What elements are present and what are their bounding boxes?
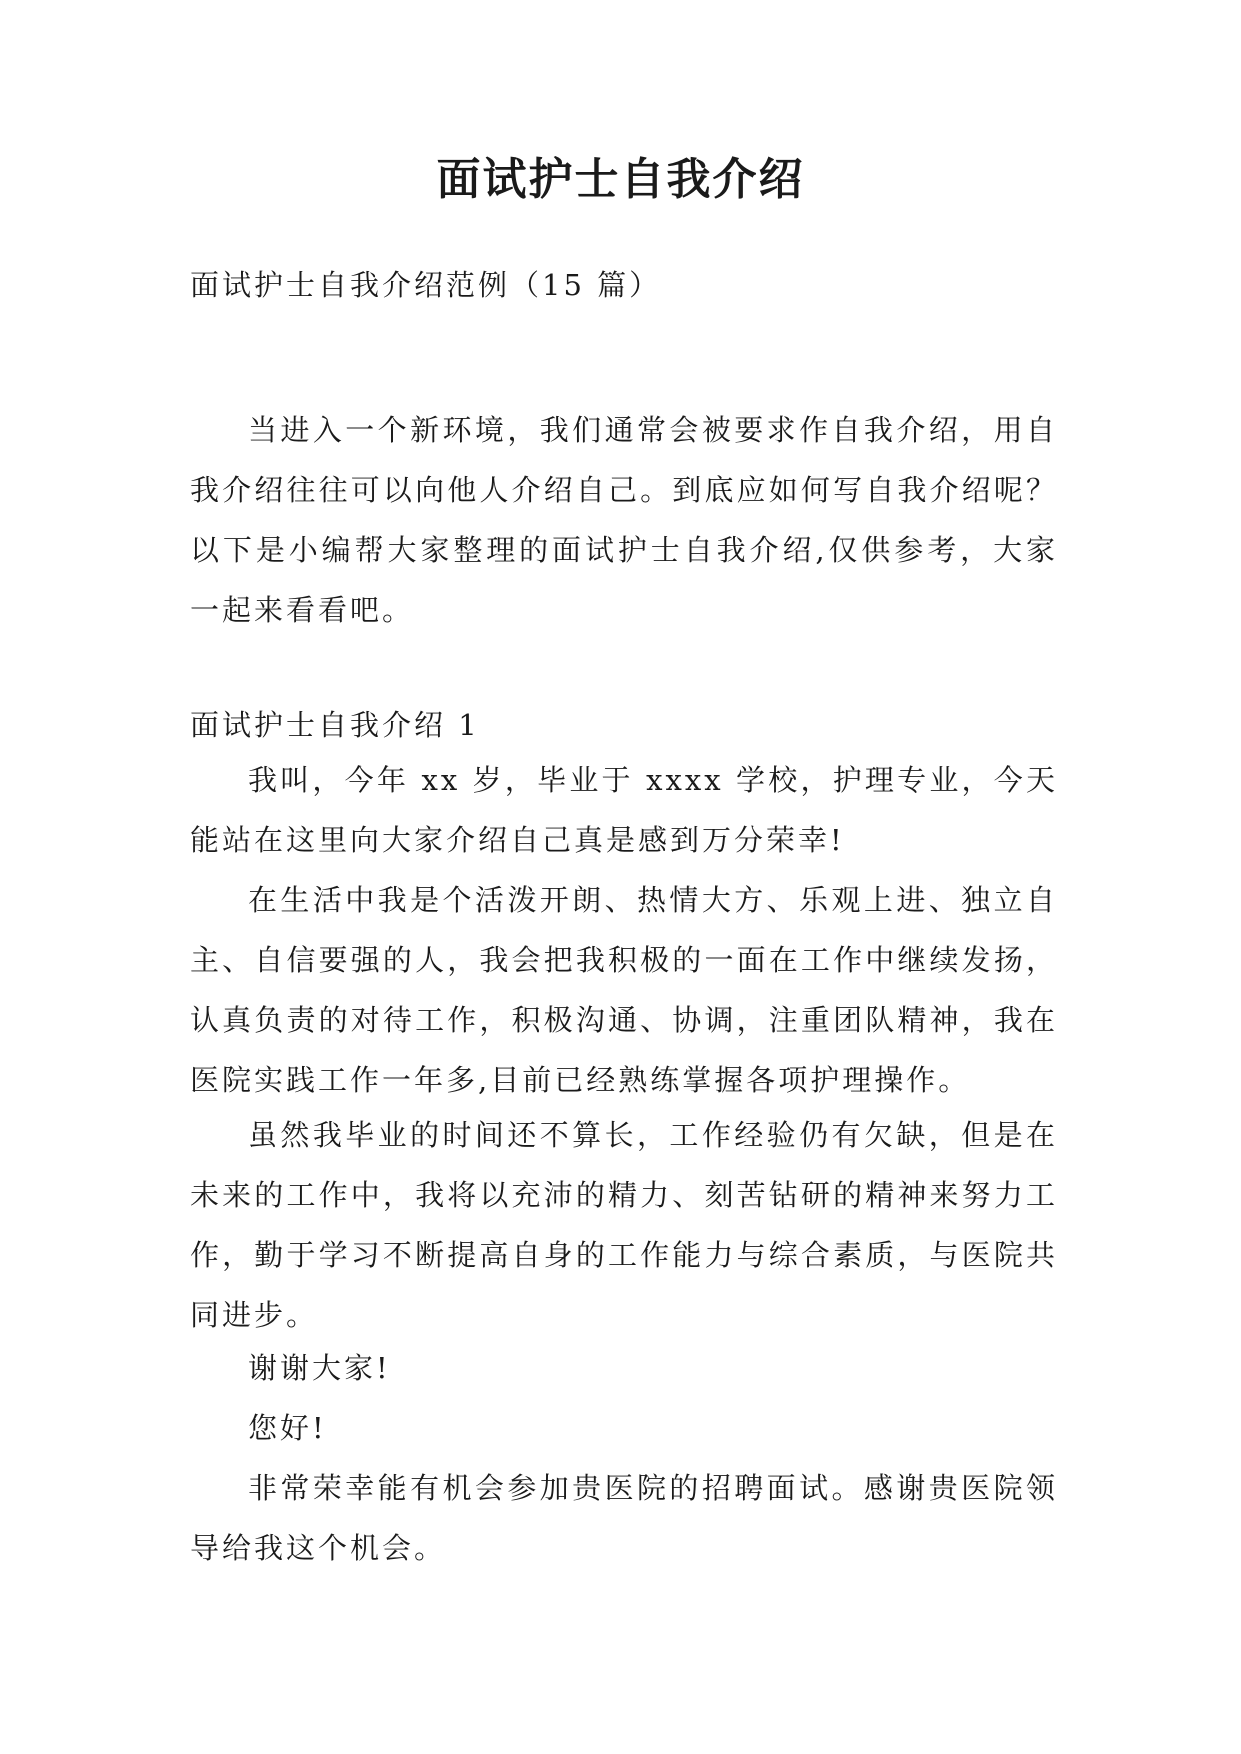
body-paragraph: 在生活中我是个活泼开朗、热情大方、乐观上进、独立自主、自信要强的人，我会把我积极的一面在工作中继续发扬，认真负责的对待工作，积极沟通、协调，注重团队精神，我在医院实践工作一年多,目前已经熟练掌握各项护理操作。	[190, 883, 1058, 1097]
body-paragraph: 非常荣幸能有机会参加贵医院的招聘面试。感谢贵医院领导给我这个机会。	[190, 1471, 1058, 1565]
section-heading: 面试护士自我介绍 1	[190, 708, 480, 742]
intro-paragraph: 当进入一个新环境，我们通常会被要求作自我介绍，用自我介绍往往可以向他人介绍自己。到底应如何写自我介绍呢？以下是小编帮大家整理的面试护士自我介绍,仅供参考，大家一起来看看吧。	[190, 413, 1058, 627]
body-paragraph: 虽然我毕业的时间还不算长，工作经验仍有欠缺，但是在未来的工作中，我将以充沛的精力、刻苦钻研的精神来努力工作，勤于学习不断提高自身的工作能力与综合素质，与医院共同进步。	[190, 1118, 1058, 1332]
body-paragraph: 我叫，今年 xx 岁，毕业于 xxxx 学校，护理专业，今天能站在这里向大家介绍自己真是感到万分荣幸!	[190, 763, 1058, 857]
thanks-line: 谢谢大家!	[248, 1351, 391, 1385]
document-subtitle: 面试护士自我介绍范例（15 篇）	[190, 268, 662, 302]
greeting-line: 您好!	[248, 1411, 327, 1445]
document-title: 面试护士自我介绍	[436, 154, 805, 205]
